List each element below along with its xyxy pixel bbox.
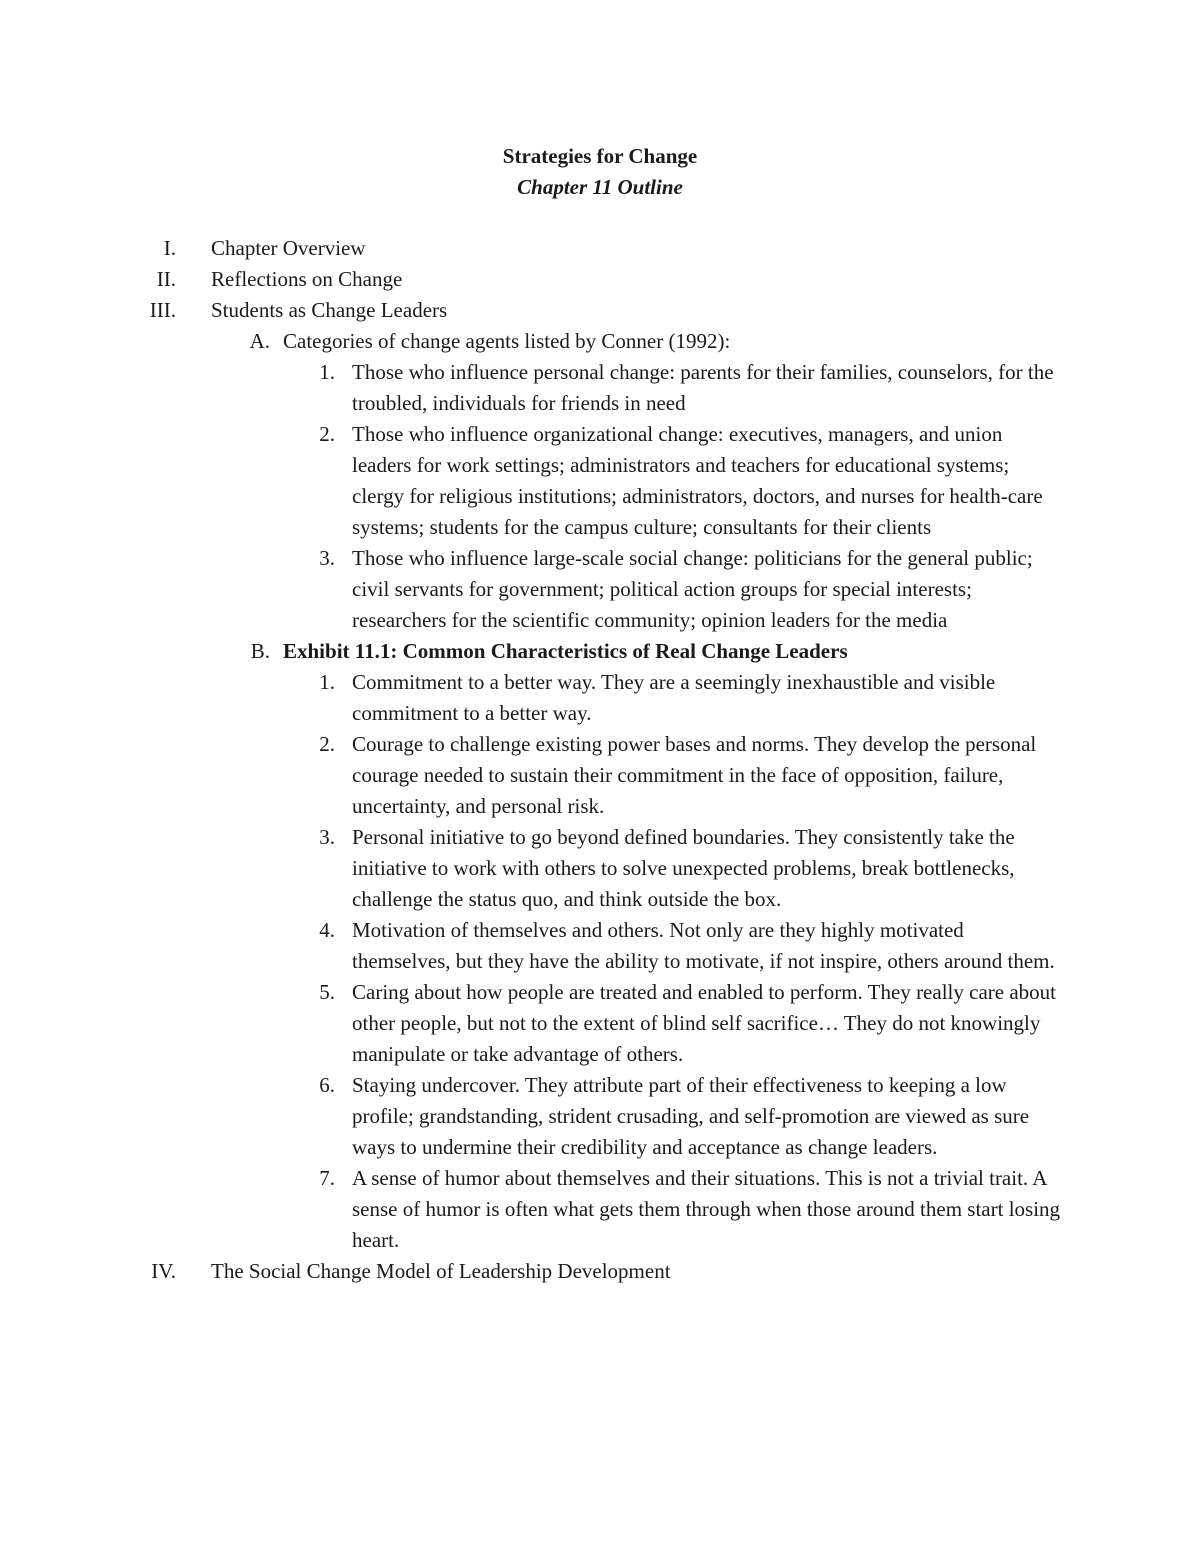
list-number: 7. <box>319 1166 335 1190</box>
list-number: 3. <box>319 825 335 849</box>
list-text: Staying undercover. They attribute part of their effectiveness to keeping a low profile; grandstanding, strident crusading, and self-promotion are viewed as sure ways to undermine their credibility and acceptance as change leaders. <box>352 1073 1030 1159</box>
outline-text: Students as Change Leaders <box>211 298 448 322</box>
outline-numeral: II. <box>156 267 176 291</box>
outline-text: Reflections on Change <box>211 267 403 291</box>
list-text: Those who influence large-scale social change: politicians for the general public; civil servants for government; political action groups for special interests; researchers for the scientific community; opinion leaders for the media <box>352 546 1033 632</box>
outline-text: Chapter Overview <box>211 236 366 260</box>
list-number: 5. <box>319 980 335 1004</box>
outline-item-iii <box>0 295 1200 326</box>
list-number: 1. <box>319 360 335 384</box>
outline-numeral: IV. <box>151 1259 176 1283</box>
outline-item-iv <box>0 1256 1200 1287</box>
list-number: 2. <box>319 422 335 446</box>
list-number: 3. <box>319 546 335 570</box>
list-text: A sense of humor about themselves and their situations. This is not a trivial trait. A sense of humor is often what gets them through when those around them start losing heart. <box>352 1166 1061 1252</box>
list-text: Those who influence personal change: parents for their families, counselors, for the troubled, individuals for friends in need <box>352 360 1054 415</box>
list-number: 1. <box>319 670 335 694</box>
list-item <box>0 357 1200 419</box>
exhibit-heading: Exhibit 11.1: Common Characteristics of Real Change Leaders <box>283 639 848 663</box>
list-text: Those who influence organizational change: executives, managers, and union leaders for work settings; administrators and teachers for educational systems; clergy for religious institutions; administrators, doctors, and nurses for health-care systems; students for the campus culture; consultants for their clients <box>352 422 1043 539</box>
list-number: 4. <box>319 918 335 942</box>
list-text: Caring about how people are treated and enabled to perform. They really care about other people, but not to the extent of blind self sacrifice… They do not knowingly manipulate or take advantage of others. <box>352 980 1056 1066</box>
list-item <box>0 1163 1200 1256</box>
list-item <box>0 667 1200 729</box>
outline-item-iii-a <box>0 326 1200 357</box>
list-item <box>0 977 1200 1070</box>
document-title: Strategies for Change <box>502 144 698 168</box>
list-text: Courage to challenge existing power bases and norms. They develop the personal courage needed to sustain their commitment in the face of opposition, failure, uncertainty, and personal risk. <box>352 732 1037 818</box>
list-text: Motivation of themselves and others. Not only are they highly motivated themselves, but they have the ability to motivate, if not inspire, others around them. <box>352 918 1055 973</box>
outline-item-i <box>0 233 1200 264</box>
outline-numeral: III. <box>149 298 176 322</box>
list-number: 6. <box>319 1073 335 1097</box>
outline-letter: B. <box>250 639 270 663</box>
list-item <box>0 419 1200 543</box>
list-text: Commitment to a better way. They are a seemingly inexhaustible and visible commitment to a better way. <box>352 670 996 725</box>
outline-numeral: I. <box>163 236 176 260</box>
list-text: Personal initiative to go beyond defined boundaries. They consistently take the initiative to work with others to solve unexpected problems, break bottlenecks, challenge the status quo, and think outside the box. <box>352 825 1015 911</box>
list-item <box>0 543 1200 636</box>
list-item <box>0 1070 1200 1163</box>
document-subtitle: Chapter 11 Outline <box>517 175 683 199</box>
list-item <box>0 822 1200 915</box>
list-item <box>0 729 1200 822</box>
outline-letter: A. <box>249 329 270 353</box>
outline-item-iii-b <box>0 636 1200 667</box>
outline-text: Categories of change agents listed by Conner (1992): <box>283 329 731 353</box>
list-item <box>0 915 1200 977</box>
outline-item-ii <box>0 264 1200 295</box>
outline <box>0 233 1200 1287</box>
list-number: 2. <box>319 732 335 756</box>
outline-text: The Social Change Model of Leadership Development <box>211 1259 671 1283</box>
